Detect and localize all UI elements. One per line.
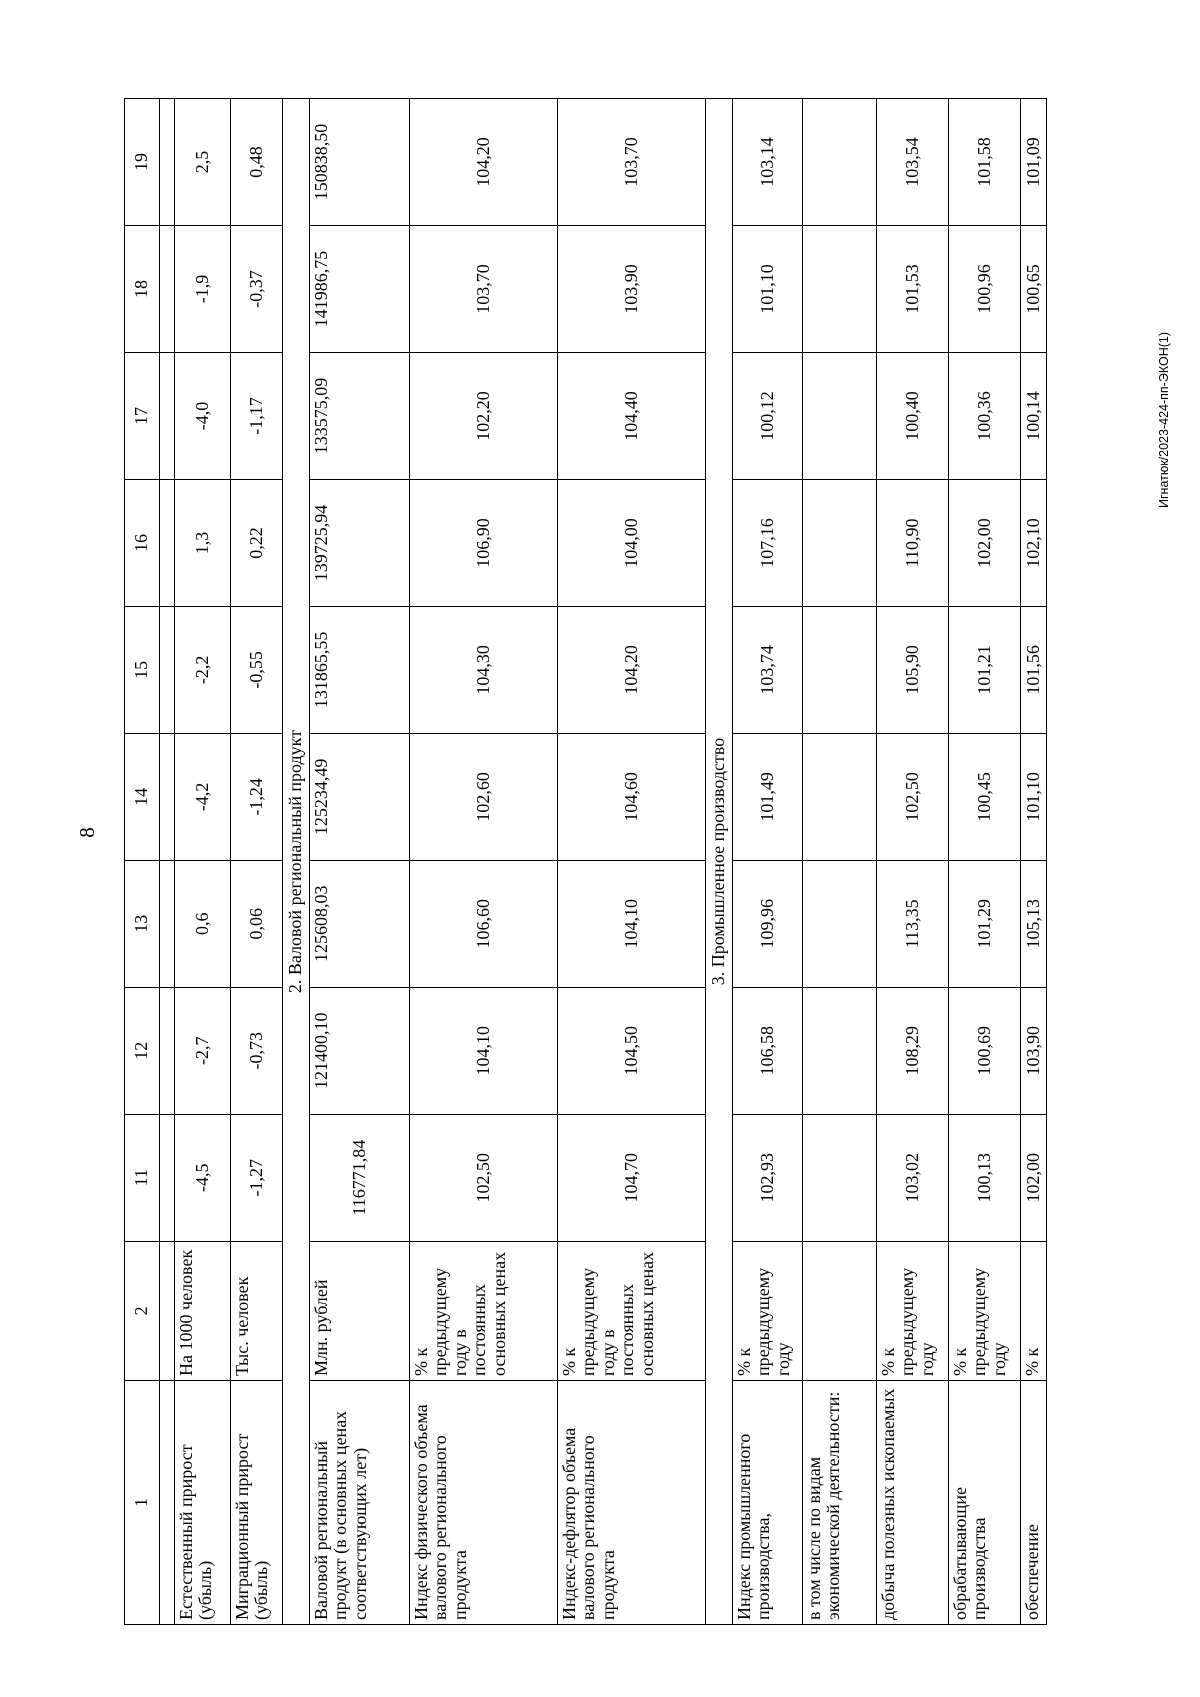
- value-cell: 103,70: [410, 226, 558, 353]
- value-cell: [803, 987, 877, 1114]
- value-cell: 101,10: [733, 226, 803, 353]
- value-cell: 106,90: [410, 479, 558, 606]
- table-row: [949, 99, 1021, 1625]
- value-cell: 150838,50: [310, 99, 410, 226]
- row-name: Естественный прирост (убыль): [175, 1380, 231, 1624]
- value-cell: 101,10: [1021, 733, 1047, 860]
- value-cell: 105,90: [877, 606, 949, 733]
- header-cell: 2: [125, 1241, 160, 1380]
- table-row: [1021, 99, 1047, 1625]
- section-title: 3. Промышленное производство: [706, 99, 733, 1625]
- header-cell: 1: [125, 1380, 160, 1624]
- value-cell: -4,2: [175, 733, 231, 860]
- value-cell: 106,58: [733, 987, 803, 1114]
- row-unit: Млн. рублей: [310, 1241, 410, 1380]
- spacer-cell: [160, 479, 175, 606]
- header-cell: 17: [125, 353, 160, 480]
- value-cell: 102,00: [949, 479, 1021, 606]
- value-cell: 100,45: [949, 733, 1021, 860]
- value-cell: -0,73: [231, 987, 283, 1114]
- value-cell: 100,14: [1021, 353, 1047, 480]
- row-name: в том числе по видам экономической деятельности:: [803, 1380, 877, 1624]
- row-name: обрабатывающие производства: [949, 1380, 1021, 1624]
- table-row: [558, 99, 706, 1625]
- header-cell: 13: [125, 860, 160, 987]
- document-code-text: Игнатюк/2023-424-пп-ЭКОН(1): [1157, 331, 1171, 509]
- spacer-cell: [160, 606, 175, 733]
- spacer-cell: [160, 226, 175, 353]
- row-unit: % к предыдущему году в постоянных основных ценах: [410, 1241, 558, 1380]
- value-cell: 104,10: [410, 987, 558, 1114]
- spacer-cell: [160, 987, 175, 1114]
- row-unit: % к предыдущему году: [877, 1241, 949, 1380]
- value-cell: -1,17: [231, 353, 283, 480]
- value-cell: 103,14: [733, 99, 803, 226]
- value-cell: 102,93: [733, 1114, 803, 1241]
- value-cell: 113,35: [877, 860, 949, 987]
- value-cell: 101,53: [877, 226, 949, 353]
- row-unit: % к предыдущему году: [733, 1241, 803, 1380]
- value-cell: -1,27: [231, 1114, 283, 1241]
- value-cell: -4,0: [175, 353, 231, 480]
- value-cell: [803, 99, 877, 226]
- value-cell: 133575,09: [310, 353, 410, 480]
- value-cell: 104,00: [558, 479, 706, 606]
- value-cell: -1,9: [175, 226, 231, 353]
- header-cell: 16: [125, 479, 160, 606]
- section-row: [283, 99, 310, 1625]
- value-cell: 125608,03: [310, 860, 410, 987]
- table-frame: [124, 98, 1092, 1625]
- section-row: [706, 99, 733, 1625]
- value-cell: 104,20: [410, 99, 558, 226]
- value-cell: 100,96: [949, 226, 1021, 353]
- value-cell: 0,48: [231, 99, 283, 226]
- value-cell: 100,12: [733, 353, 803, 480]
- value-cell: 141986,75: [310, 226, 410, 353]
- value-cell: 100,65: [1021, 226, 1047, 353]
- header-cell: 11: [125, 1114, 160, 1241]
- header-cell: 12: [125, 987, 160, 1114]
- value-cell: -1,24: [231, 733, 283, 860]
- row-name: Миграционный прирост (убыль): [231, 1380, 283, 1624]
- value-cell: -0,55: [231, 606, 283, 733]
- value-cell: [803, 353, 877, 480]
- value-cell: 100,13: [949, 1114, 1021, 1241]
- value-cell: [803, 479, 877, 606]
- value-cell: 104,70: [558, 1114, 706, 1241]
- table-row: [410, 99, 558, 1625]
- table-row: [803, 99, 877, 1625]
- row-name: Валовой региональный продукт (в основных ценах соответствующих лет): [310, 1380, 410, 1624]
- table-row: [733, 99, 803, 1625]
- spacer-row: [160, 99, 175, 1625]
- value-cell: 102,10: [1021, 479, 1047, 606]
- value-cell: [803, 860, 877, 987]
- value-cell: 108,29: [877, 987, 949, 1114]
- value-cell: -4,5: [175, 1114, 231, 1241]
- value-cell: 105,13: [1021, 860, 1047, 987]
- value-cell: 139725,94: [310, 479, 410, 606]
- table-row: [310, 99, 410, 1625]
- rotated-table: [124, 98, 1092, 1625]
- value-cell: [803, 606, 877, 733]
- spacer-cell: [160, 1114, 175, 1241]
- row-name: обеспечение: [1021, 1380, 1047, 1624]
- value-cell: 103,70: [558, 99, 706, 226]
- value-cell: 101,58: [949, 99, 1021, 226]
- value-cell: 102,00: [1021, 1114, 1047, 1241]
- spacer-cell: [160, 1380, 175, 1624]
- indicators-table: [124, 98, 1047, 1625]
- value-cell: 100,36: [949, 353, 1021, 480]
- header-cell: 14: [125, 733, 160, 860]
- header-cell: 19: [125, 99, 160, 226]
- spacer-cell: [160, 733, 175, 860]
- value-cell: 104,50: [558, 987, 706, 1114]
- value-cell: 102,50: [410, 1114, 558, 1241]
- value-cell: 109,96: [733, 860, 803, 987]
- row-unit: [803, 1241, 877, 1380]
- value-cell: 101,21: [949, 606, 1021, 733]
- row-name: Индекс физического объема валового регионального продукта: [410, 1380, 558, 1624]
- value-cell: 104,20: [558, 606, 706, 733]
- value-cell: 100,40: [877, 353, 949, 480]
- value-cell: 0,22: [231, 479, 283, 606]
- header-cell: 18: [125, 226, 160, 353]
- value-cell: 103,74: [733, 606, 803, 733]
- page-number: 8: [74, 827, 99, 838]
- value-cell: 101,29: [949, 860, 1021, 987]
- value-cell: 102,20: [410, 353, 558, 480]
- table-row: [231, 99, 283, 1625]
- value-cell: 116771,84: [310, 1114, 410, 1241]
- row-unit: % к: [1021, 1241, 1047, 1380]
- spacer-cell: [160, 860, 175, 987]
- value-cell: 100,69: [949, 987, 1021, 1114]
- value-cell: 101,09: [1021, 99, 1047, 226]
- table-row: [175, 99, 231, 1625]
- row-name: добыча полезных ископаемых: [877, 1380, 949, 1624]
- value-cell: 104,30: [410, 606, 558, 733]
- value-cell: 110,90: [877, 479, 949, 606]
- row-name: Индекс промышленного производства,: [733, 1380, 803, 1624]
- value-cell: -0,37: [231, 226, 283, 353]
- value-cell: 103,90: [558, 226, 706, 353]
- row-unit: % к предыдущему году: [949, 1241, 1021, 1380]
- table-row: [877, 99, 949, 1625]
- value-cell: 131865,55: [310, 606, 410, 733]
- header-cell: 15: [125, 606, 160, 733]
- value-cell: 104,10: [558, 860, 706, 987]
- value-cell: 106,60: [410, 860, 558, 987]
- row-name: Индекс-дефлятор объема валового регионального продукта: [558, 1380, 706, 1624]
- value-cell: 101,49: [733, 733, 803, 860]
- value-cell: 125234,49: [310, 733, 410, 860]
- value-cell: 103,54: [877, 99, 949, 226]
- value-cell: 0,6: [175, 860, 231, 987]
- spacer-cell: [160, 1241, 175, 1380]
- value-cell: 103,90: [1021, 987, 1047, 1114]
- value-cell: 103,02: [877, 1114, 949, 1241]
- section-title: 2. Валовой региональный продукт: [283, 99, 310, 1625]
- row-unit: % к предыдущему году в постоянных основных ценах: [558, 1241, 706, 1380]
- value-cell: -2,7: [175, 987, 231, 1114]
- value-cell: 102,50: [877, 733, 949, 860]
- value-cell: 0,06: [231, 860, 283, 987]
- value-cell: [803, 733, 877, 860]
- value-cell: [803, 1114, 877, 1241]
- row-unit: Тыс. человек: [231, 1241, 283, 1380]
- spacer-cell: [160, 99, 175, 226]
- value-cell: 107,16: [733, 479, 803, 606]
- value-cell: 104,60: [558, 733, 706, 860]
- row-unit: На 1000 человек: [175, 1241, 231, 1380]
- spacer-cell: [160, 353, 175, 480]
- value-cell: 1,3: [175, 479, 231, 606]
- value-cell: 104,40: [558, 353, 706, 480]
- value-cell: [803, 226, 877, 353]
- header-row: [125, 99, 160, 1625]
- value-cell: 102,60: [410, 733, 558, 860]
- value-cell: 121400,10: [310, 987, 410, 1114]
- value-cell: 101,56: [1021, 606, 1047, 733]
- value-cell: -2,2: [175, 606, 231, 733]
- value-cell: 2,5: [175, 99, 231, 226]
